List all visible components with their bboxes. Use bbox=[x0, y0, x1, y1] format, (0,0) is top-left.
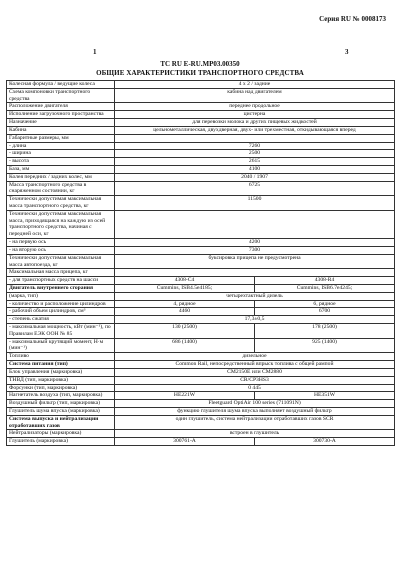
row-value: буксировка прицепа не предусмотрена bbox=[115, 254, 395, 269]
row-label: - на вторую ось bbox=[7, 246, 115, 254]
row-label: Форсунки (тип, маркировка) bbox=[7, 384, 115, 392]
row-value-variant-1: 686 (1400) bbox=[115, 338, 255, 353]
table-row bbox=[7, 134, 395, 142]
table-row bbox=[7, 126, 395, 134]
row-value: 2040 / 1907 bbox=[115, 173, 395, 181]
row-value: 0 445 bbox=[115, 384, 395, 392]
row-label: Двигатель внутреннего сгорания bbox=[7, 284, 115, 292]
row-value-variant-2: HE351W bbox=[255, 392, 395, 400]
table-row bbox=[7, 368, 395, 376]
row-value: 2500 bbox=[115, 150, 395, 158]
row-label: Кабина bbox=[7, 126, 115, 134]
row-label: - количество и расположение цилиндров bbox=[7, 300, 115, 308]
row-value: функцию глушителя шума впуска выполняет воздушный фильтр bbox=[115, 407, 395, 415]
row-label: - для транспортных средств на шасси bbox=[7, 277, 115, 285]
table-row bbox=[7, 316, 395, 324]
row-label: Система выпуска и нейтрализации отработавших газов bbox=[7, 415, 115, 430]
row-value: 4 x 2 / задние bbox=[115, 81, 395, 89]
table-row bbox=[7, 284, 395, 292]
row-label: Технически допустимая максимальная масса автопоезда, кг bbox=[7, 254, 115, 269]
row-value bbox=[115, 210, 395, 238]
row-label: - длина bbox=[7, 142, 115, 150]
characteristics-table bbox=[6, 80, 395, 446]
row-value bbox=[115, 269, 395, 277]
table-row bbox=[7, 158, 395, 166]
row-value-variant-1: HE221W bbox=[115, 392, 255, 400]
table-row bbox=[7, 81, 395, 89]
row-label: - ширина bbox=[7, 150, 115, 158]
row-value: 7260 bbox=[115, 142, 395, 150]
row-value: 7300 bbox=[115, 246, 395, 254]
table-row bbox=[7, 407, 395, 415]
table-row bbox=[7, 269, 395, 277]
row-label: Габаритные размеры, мм bbox=[7, 134, 115, 142]
serial-number: Серия RU № 0008173 bbox=[319, 15, 386, 23]
row-label: ТНВД (тип, маркировка) bbox=[7, 376, 115, 384]
table-row bbox=[7, 246, 395, 254]
row-label: - высота bbox=[7, 158, 115, 166]
row-value: цистерна bbox=[115, 111, 395, 119]
row-value: для перевозки молока и других пищевых жидкостей bbox=[115, 119, 395, 127]
table-row bbox=[7, 181, 395, 196]
row-value-variant-2: 6, рядное bbox=[255, 300, 395, 308]
table-row bbox=[7, 277, 395, 285]
table-row bbox=[7, 400, 395, 408]
table-row bbox=[7, 300, 395, 308]
right-page-number: 3 bbox=[345, 48, 349, 56]
left-page-number: 1 bbox=[93, 48, 97, 56]
table-row bbox=[7, 142, 395, 150]
row-label: Нейтрализаторы (маркировка) bbox=[7, 430, 115, 438]
row-label: Блок управления (маркировка) bbox=[7, 368, 115, 376]
table-row bbox=[7, 119, 395, 127]
table-row bbox=[7, 103, 395, 111]
table-row bbox=[7, 376, 395, 384]
row-label: Исполнение загрузочного пространства bbox=[7, 111, 115, 119]
row-value: 11500 bbox=[115, 196, 395, 211]
row-value-variant-2: 178 (2500) bbox=[255, 324, 395, 339]
document-title: ОБЩИЕ ХАРАКТЕРИСТИКИ ТРАНСПОРТНОГО СРЕДСТВА bbox=[96, 69, 304, 77]
row-value-variant-1: 300761-A bbox=[115, 438, 255, 446]
table-row bbox=[7, 196, 395, 211]
row-value: один глушитель, система нейтрализации отработавших газов SCR bbox=[115, 415, 395, 430]
row-label: Колесная формула / ведущие колеса bbox=[7, 81, 115, 89]
row-value: кабина над двигателем bbox=[115, 88, 395, 103]
table-row bbox=[7, 392, 395, 400]
row-label: Масса транспортного средства в снаряженном состоянии, кг bbox=[7, 181, 115, 196]
row-label: База, мм bbox=[7, 165, 115, 173]
row-value: четырехтактный дизель bbox=[115, 292, 395, 300]
table-row bbox=[7, 150, 395, 158]
row-value: 17,3±0,5 bbox=[115, 316, 395, 324]
table-row bbox=[7, 338, 395, 353]
row-value-variant-1: 4, рядное bbox=[115, 300, 255, 308]
document-code: TC RU E-RU.MP03.00350 bbox=[160, 60, 240, 68]
row-label: Колея передних / задних колес, мм bbox=[7, 173, 115, 181]
table-row bbox=[7, 173, 395, 181]
table-row bbox=[7, 415, 395, 430]
table-row bbox=[7, 210, 395, 238]
row-label: Глушитель (маркировка) bbox=[7, 438, 115, 446]
table-row bbox=[7, 324, 395, 339]
table-row bbox=[7, 384, 395, 392]
row-label: - рабочий объем цилиндров, см³ bbox=[7, 308, 115, 316]
row-value: переднее продольное bbox=[115, 103, 395, 111]
table-row bbox=[7, 88, 395, 103]
row-label: Максимальная масса прицепа, кг bbox=[7, 269, 115, 277]
row-label: Назначение bbox=[7, 119, 115, 127]
row-value-variant-2: Cummins, ISB6.7e4245; bbox=[255, 284, 395, 292]
table-row bbox=[7, 353, 395, 361]
row-value: CR/CP3HS3 bbox=[115, 376, 395, 384]
row-value: встроен в глушитель bbox=[115, 430, 395, 438]
row-label: Технически допустимая максимальная масса, приходящаяся на каждую из осей транспортного средства, начиная с передней оси, кг bbox=[7, 210, 115, 238]
row-value-variant-1: 4308-С4 bbox=[115, 277, 255, 285]
row-label: Система питания (тип) bbox=[7, 361, 115, 369]
row-label: Расположение двигателя bbox=[7, 103, 115, 111]
table-row bbox=[7, 361, 395, 369]
row-value: дизельное bbox=[115, 353, 395, 361]
row-label: Технически допустимая максимальная масса транспортного средства, кг bbox=[7, 196, 115, 211]
row-value-variant-2: 4308-R4 bbox=[255, 277, 395, 285]
table-row bbox=[7, 308, 395, 316]
row-value-variant-2: 6700 bbox=[255, 308, 395, 316]
row-label: - максимальная мощность, кВт (мин⁻¹), по Правилам ЕЭК ООН № 85 bbox=[7, 324, 115, 339]
row-value-variant-1: 4460 bbox=[115, 308, 255, 316]
table-row bbox=[7, 438, 395, 446]
row-value bbox=[115, 134, 395, 142]
table-row bbox=[7, 239, 395, 247]
row-label: - максимальный крутящий момент, Н·м (мин⁻¹) bbox=[7, 338, 115, 353]
row-value: цельнометаллическая, двухдверная, двух- или трехместная, откидывающаяся вперед bbox=[115, 126, 395, 134]
row-value: 6725 bbox=[115, 181, 395, 196]
table-row bbox=[7, 111, 395, 119]
row-label: (марка, тип) bbox=[7, 292, 115, 300]
row-label: - степень сжатия bbox=[7, 316, 115, 324]
row-value: Fleetguard OptiAir 100 series (711091N) bbox=[115, 400, 395, 408]
row-label: Воздушный фильтр (тип, маркировка) bbox=[7, 400, 115, 408]
row-label: Схема компоновки транспортного средства bbox=[7, 88, 115, 103]
row-value: 4100 bbox=[115, 165, 395, 173]
row-value: Common Rail, непосредственный впрыск топлива с общей рампой bbox=[115, 361, 395, 369]
row-value: CM2150E или CM2880 bbox=[115, 368, 395, 376]
row-value: 4200 bbox=[115, 239, 395, 247]
table-row bbox=[7, 430, 395, 438]
row-value-variant-2: 300730-A bbox=[255, 438, 395, 446]
row-label: Топливо bbox=[7, 353, 115, 361]
row-label: Глушитель шума впуска (маркировка) bbox=[7, 407, 115, 415]
row-value-variant-1: 130 (2500) bbox=[115, 324, 255, 339]
row-value-variant-2: 925 (1400) bbox=[255, 338, 395, 353]
table-row bbox=[7, 254, 395, 269]
row-value: 2615 bbox=[115, 158, 395, 166]
table-row bbox=[7, 165, 395, 173]
table-row bbox=[7, 292, 395, 300]
row-label: Нагнетатель воздуха (тип, маркировка) bbox=[7, 392, 115, 400]
row-value-variant-1: Cummins, ISB4.5e4185; bbox=[115, 284, 255, 292]
row-label: - на первую ось bbox=[7, 239, 115, 247]
